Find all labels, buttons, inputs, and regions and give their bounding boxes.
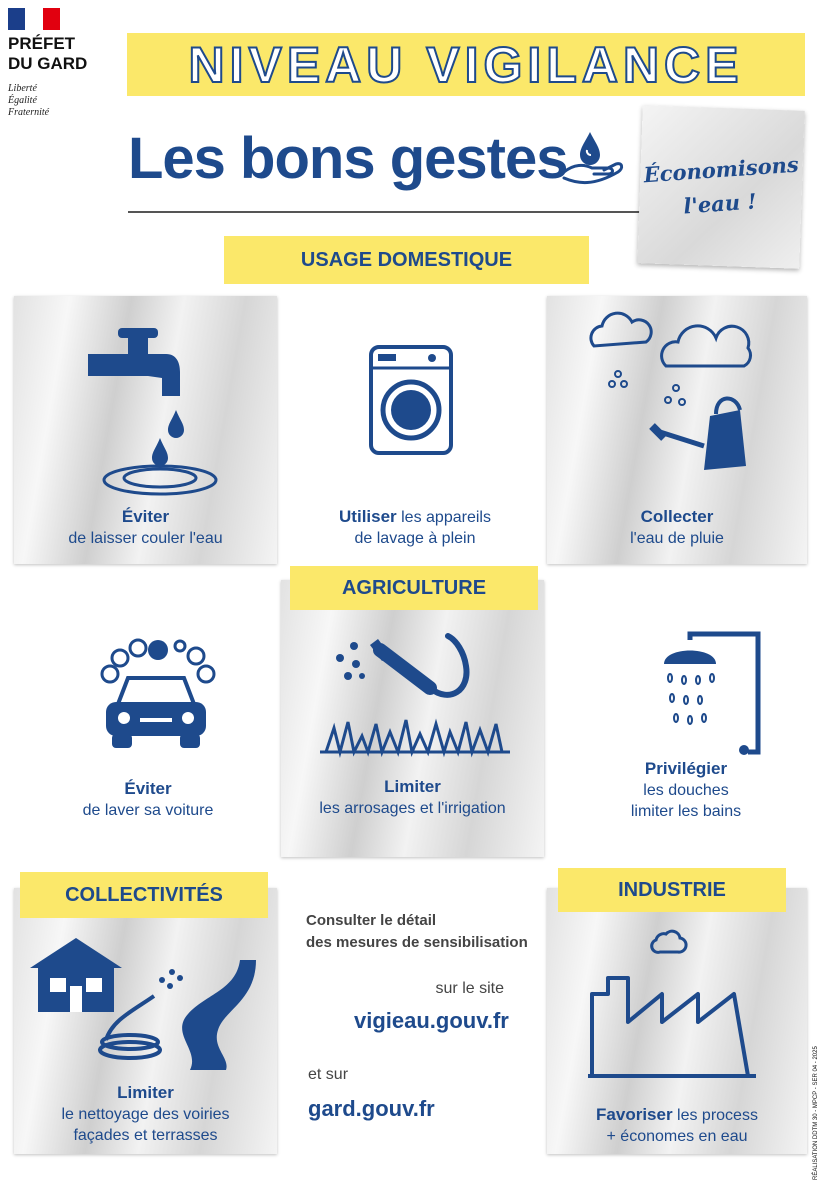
prefecture-name: PRÉFET DU GARD bbox=[8, 34, 88, 73]
car-wash-icon bbox=[96, 634, 216, 754]
vigieau-link[interactable]: vigieau.gouv.fr bbox=[354, 1008, 509, 1033]
gard-link[interactable]: gard.gouv.fr bbox=[308, 1096, 435, 1121]
section-usage-domestique: USAGE DOMESTIQUE bbox=[224, 236, 589, 284]
house-road-hose-icon bbox=[30, 930, 270, 1070]
hose-grass-icon bbox=[320, 620, 510, 770]
caption-pluie: Collecter l'eau de pluie bbox=[630, 507, 724, 547]
washing-machine-icon bbox=[368, 344, 454, 456]
et-sur: et sur bbox=[308, 1066, 349, 1083]
devise: Liberté Égalité Fraternité bbox=[8, 83, 50, 118]
caption-industrie: Favoriser les process + économes en eau bbox=[596, 1105, 758, 1145]
section-agriculture: AGRICULTURE bbox=[290, 566, 538, 610]
credit-text: RÉALISATION DDTM 30 - MPCP - SER 04 - 2025 bbox=[813, 1046, 819, 1180]
factory-icon bbox=[588, 930, 758, 1080]
vigilance-banner: NIVEAU VIGILANCE bbox=[127, 33, 805, 96]
page-title: Les bons gestes bbox=[128, 126, 568, 191]
caption-arrosage: Limiter les arrosages et l'irrigation bbox=[319, 777, 506, 817]
caption-douche: Privilégier les douches limiter les bains bbox=[630, 759, 742, 820]
info-text: Consulter le détail des mesures de sensibilisation bbox=[306, 912, 528, 951]
section-industrie: INDUSTRIE bbox=[558, 868, 786, 912]
caption-voiries: Limiter le nettoyage des voiries façades et terrasses bbox=[61, 1083, 230, 1144]
caption-robinet: Éviter de laisser couler l'eau bbox=[68, 507, 223, 547]
faucet-icon bbox=[80, 320, 220, 500]
rain-watering-can-icon bbox=[580, 306, 770, 496]
hand-drop-icon bbox=[560, 128, 630, 188]
section-collectivites: COLLECTIVITÉS bbox=[20, 872, 268, 918]
title-divider bbox=[128, 211, 656, 213]
sticky-note: Économisons l'eau ! bbox=[637, 105, 804, 269]
marianne-flag-logo bbox=[8, 8, 60, 30]
caption-voiture: Éviter de laver sa voiture bbox=[82, 779, 214, 819]
caption-lavage: Utiliser les appareils de lavage à plein bbox=[339, 507, 491, 547]
site-intro: sur le site bbox=[435, 980, 504, 997]
shower-icon bbox=[650, 624, 770, 760]
